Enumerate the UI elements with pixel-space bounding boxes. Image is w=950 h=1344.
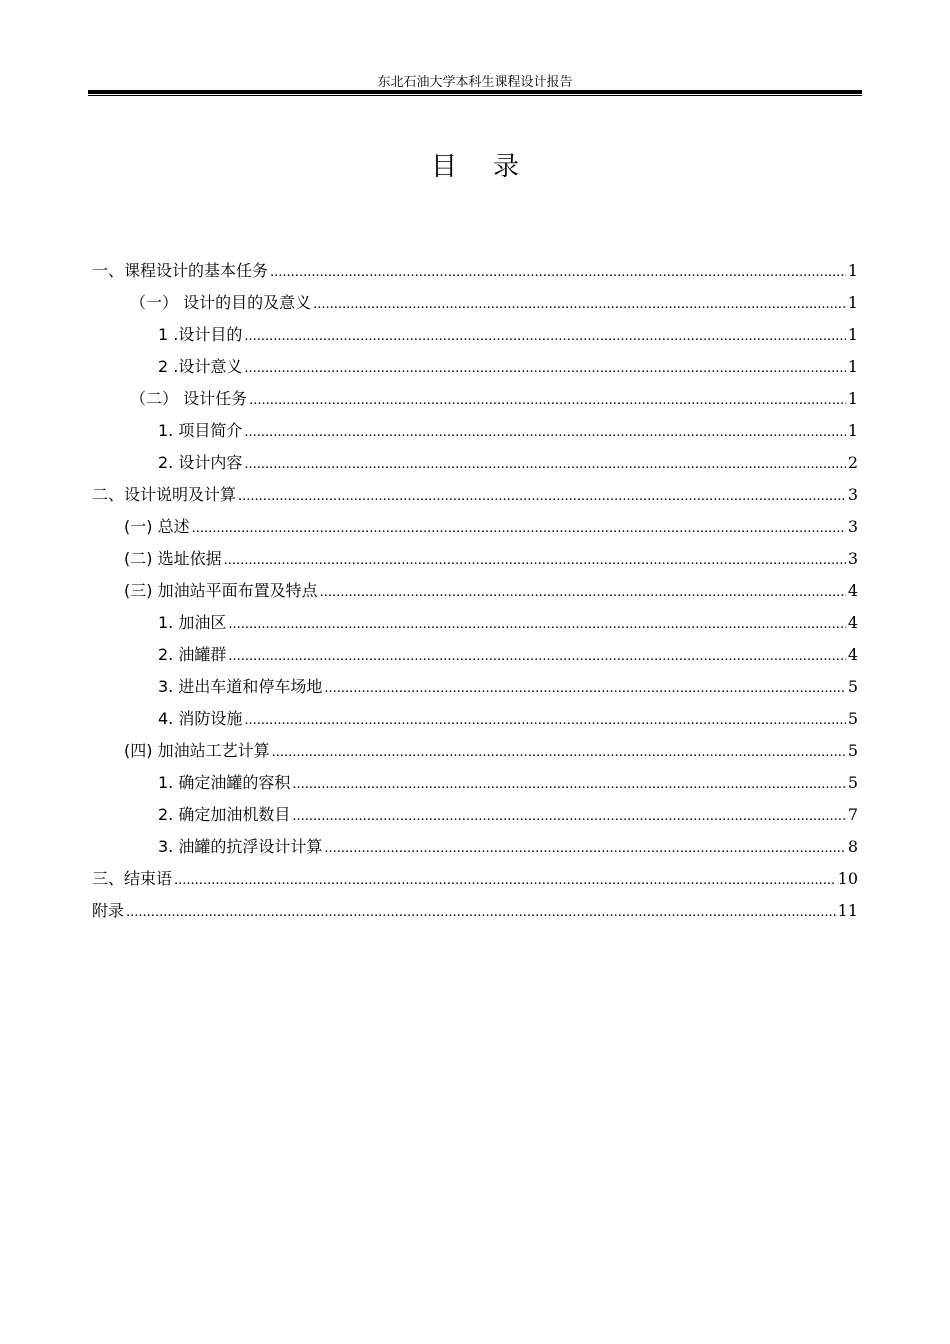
- toc-entry-label: 二、设计说明及计算: [92, 485, 237, 504]
- toc-entry[interactable]: [124, 512, 858, 542]
- toc-entry-page: 2: [847, 453, 858, 472]
- toc-entry-label: (二) 选址依据: [124, 549, 222, 568]
- toc-entry[interactable]: [130, 288, 858, 318]
- toc-entry-page: 10: [837, 869, 858, 888]
- toc-entry-label: (一) 总述: [124, 517, 190, 536]
- page-title: 目录: [430, 152, 555, 182]
- toc-entry[interactable]: [158, 672, 858, 702]
- toc-entry[interactable]: [158, 448, 858, 478]
- toc-entry-page: 1: [847, 325, 858, 344]
- toc-entry-page: 1: [847, 261, 858, 280]
- toc-entry-page: 4: [847, 645, 858, 664]
- toc-entry-label: （一） 设计的目的及意义: [130, 293, 312, 312]
- toc-entry-page: 1: [847, 357, 858, 376]
- toc-entry-label: 2 .设计意义: [158, 357, 243, 376]
- toc-leader: [228, 610, 845, 640]
- toc-entry-label: 3. 油罐的抗浮设计计算: [158, 837, 323, 856]
- toc-leader: [324, 674, 845, 704]
- toc-entry-page: 4: [847, 613, 858, 632]
- toc-entry[interactable]: [158, 704, 858, 734]
- toc-entry[interactable]: [158, 352, 858, 382]
- toc-leader: [249, 386, 846, 416]
- toc-entry-label: 4. 消防设施: [158, 709, 243, 728]
- toc-entry[interactable]: [124, 736, 858, 766]
- toc-entry-page: 1: [847, 421, 858, 440]
- toc-entry-label: 1. 确定油罐的容积: [158, 773, 291, 792]
- toc-entry[interactable]: [92, 480, 858, 510]
- toc-leader: [228, 642, 845, 672]
- toc-entry[interactable]: [158, 768, 858, 798]
- toc-entry-page: 5: [847, 709, 858, 728]
- toc-leader: [174, 866, 836, 896]
- toc-entry-page: 8: [847, 837, 858, 856]
- toc-entry-page: 3: [847, 517, 858, 536]
- toc-entry-label: 附录: [92, 901, 125, 920]
- toc-entry[interactable]: [124, 544, 858, 574]
- toc-entry-label: 2. 确定加油机数目: [158, 805, 291, 824]
- header-rule-thin: [88, 95, 862, 96]
- toc-leader: [292, 770, 845, 800]
- toc-entry-page: 3: [847, 485, 858, 504]
- toc-leader: [224, 546, 846, 576]
- toc-entry[interactable]: [158, 320, 858, 350]
- toc-entry-label: 2. 油罐群: [158, 645, 227, 664]
- toc-entry[interactable]: [92, 256, 858, 286]
- toc-entry-page: 11: [837, 901, 858, 920]
- toc-leader: [272, 738, 846, 768]
- toc-leader: [192, 514, 846, 544]
- toc-entry-label: 2. 设计内容: [158, 453, 243, 472]
- toc-leader: [244, 354, 845, 384]
- toc-entry-page: 5: [847, 773, 858, 792]
- toc-entry[interactable]: [158, 832, 858, 862]
- toc-entry[interactable]: [92, 896, 858, 926]
- toc-leader: [244, 322, 845, 352]
- toc-entry-page: 4: [847, 581, 858, 600]
- toc-entry-label: 1 .设计目的: [158, 325, 243, 344]
- toc-entry-page: 1: [847, 389, 858, 408]
- toc-entry[interactable]: [92, 864, 858, 894]
- toc-leader: [324, 834, 845, 864]
- toc-leader: [270, 258, 846, 288]
- header-rule-thick: [88, 90, 862, 94]
- toc-entry[interactable]: [124, 576, 858, 606]
- toc-leader: [292, 802, 845, 832]
- toc-entry-label: 1. 项目简介: [158, 421, 243, 440]
- toc-entry-page: 5: [847, 741, 858, 760]
- toc-entry-label: 1. 加油区: [158, 613, 227, 632]
- toc-entry[interactable]: [158, 608, 858, 638]
- running-header: 东北石油大学本科生课程设计报告: [377, 75, 573, 90]
- toc-entry-label: 一、课程设计的基本任务: [92, 261, 269, 280]
- toc-entry[interactable]: [158, 416, 858, 446]
- toc-leader: [244, 706, 845, 736]
- toc-entry[interactable]: [130, 384, 858, 414]
- toc-entry-label: (三) 加油站平面布置及特点: [124, 581, 318, 600]
- toc-leader: [126, 898, 836, 928]
- toc-leader: [244, 418, 845, 448]
- toc-leader: [238, 482, 846, 512]
- toc-leader: [320, 578, 846, 608]
- toc-entry-label: 3. 进出车道和停车场地: [158, 677, 323, 696]
- toc-entry[interactable]: [158, 800, 858, 830]
- toc-entry-label: (四) 加油站工艺计算: [124, 741, 270, 760]
- toc-entry-page: 5: [847, 677, 858, 696]
- toc-entry-page: 7: [847, 805, 858, 824]
- toc-entry-label: （二） 设计任务: [130, 389, 248, 408]
- toc-entry-page: 1: [847, 293, 858, 312]
- toc-leader: [313, 290, 846, 320]
- toc-entry[interactable]: [158, 640, 858, 670]
- toc-entry-label: 三、结束语: [92, 869, 173, 888]
- toc-entry-page: 3: [847, 549, 858, 568]
- toc-leader: [244, 450, 845, 480]
